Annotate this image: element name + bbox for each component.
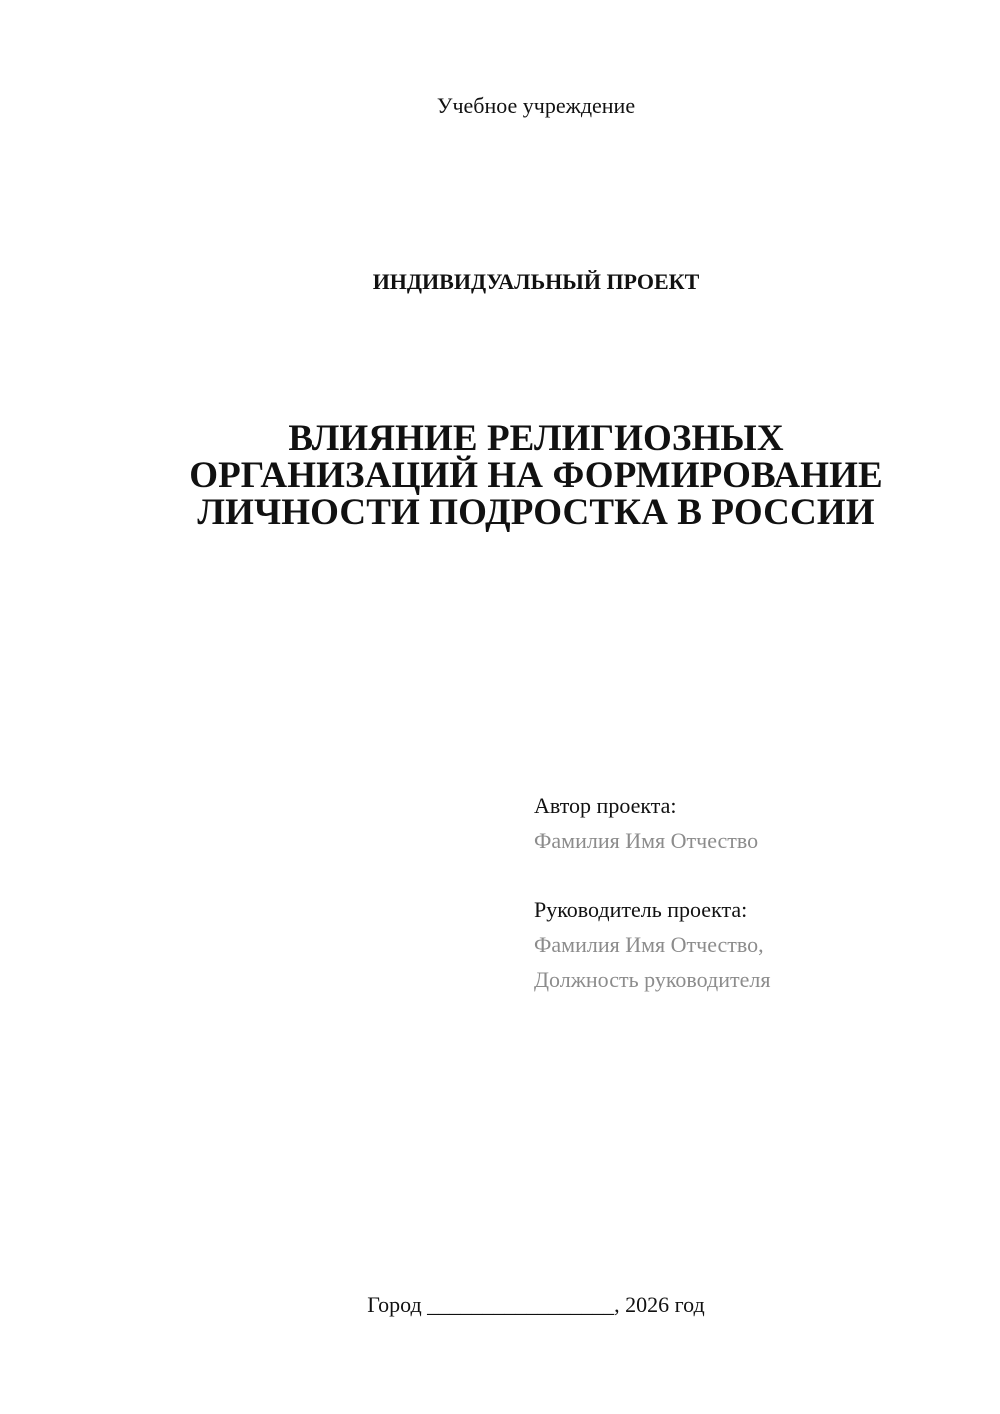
institution-name: Учебное учреждение bbox=[436, 93, 636, 118]
project-type-heading: ИНДИВИДУАЛЬНЫЙ ПРОЕКТ bbox=[372, 269, 700, 294]
author-name-placeholder: Фамилия Имя Отчество bbox=[534, 828, 759, 853]
title-line-1: ВЛИЯНИЕ РЕЛИГИОЗНЫХ bbox=[288, 418, 784, 459]
title-line-3: ЛИЧНОСТИ ПОДРОСТКА В РОССИИ bbox=[197, 492, 875, 533]
spacer bbox=[534, 858, 770, 892]
author-label: Автор проекта: bbox=[534, 793, 677, 818]
supervisor-label: Руководитель проекта: bbox=[534, 897, 748, 922]
supervisor-position-placeholder: Должность руководителя bbox=[534, 967, 771, 992]
project-credits bbox=[534, 788, 770, 997]
title-line-2: ОРГАНИЗАЦИЙ НА ФОРМИРОВАНИЕ bbox=[189, 455, 883, 496]
city-year-line: Город _________________, 2026 год bbox=[367, 1292, 705, 1317]
project-title bbox=[150, 420, 922, 531]
supervisor-name-placeholder: Фамилия Имя Отчество, bbox=[534, 932, 764, 957]
